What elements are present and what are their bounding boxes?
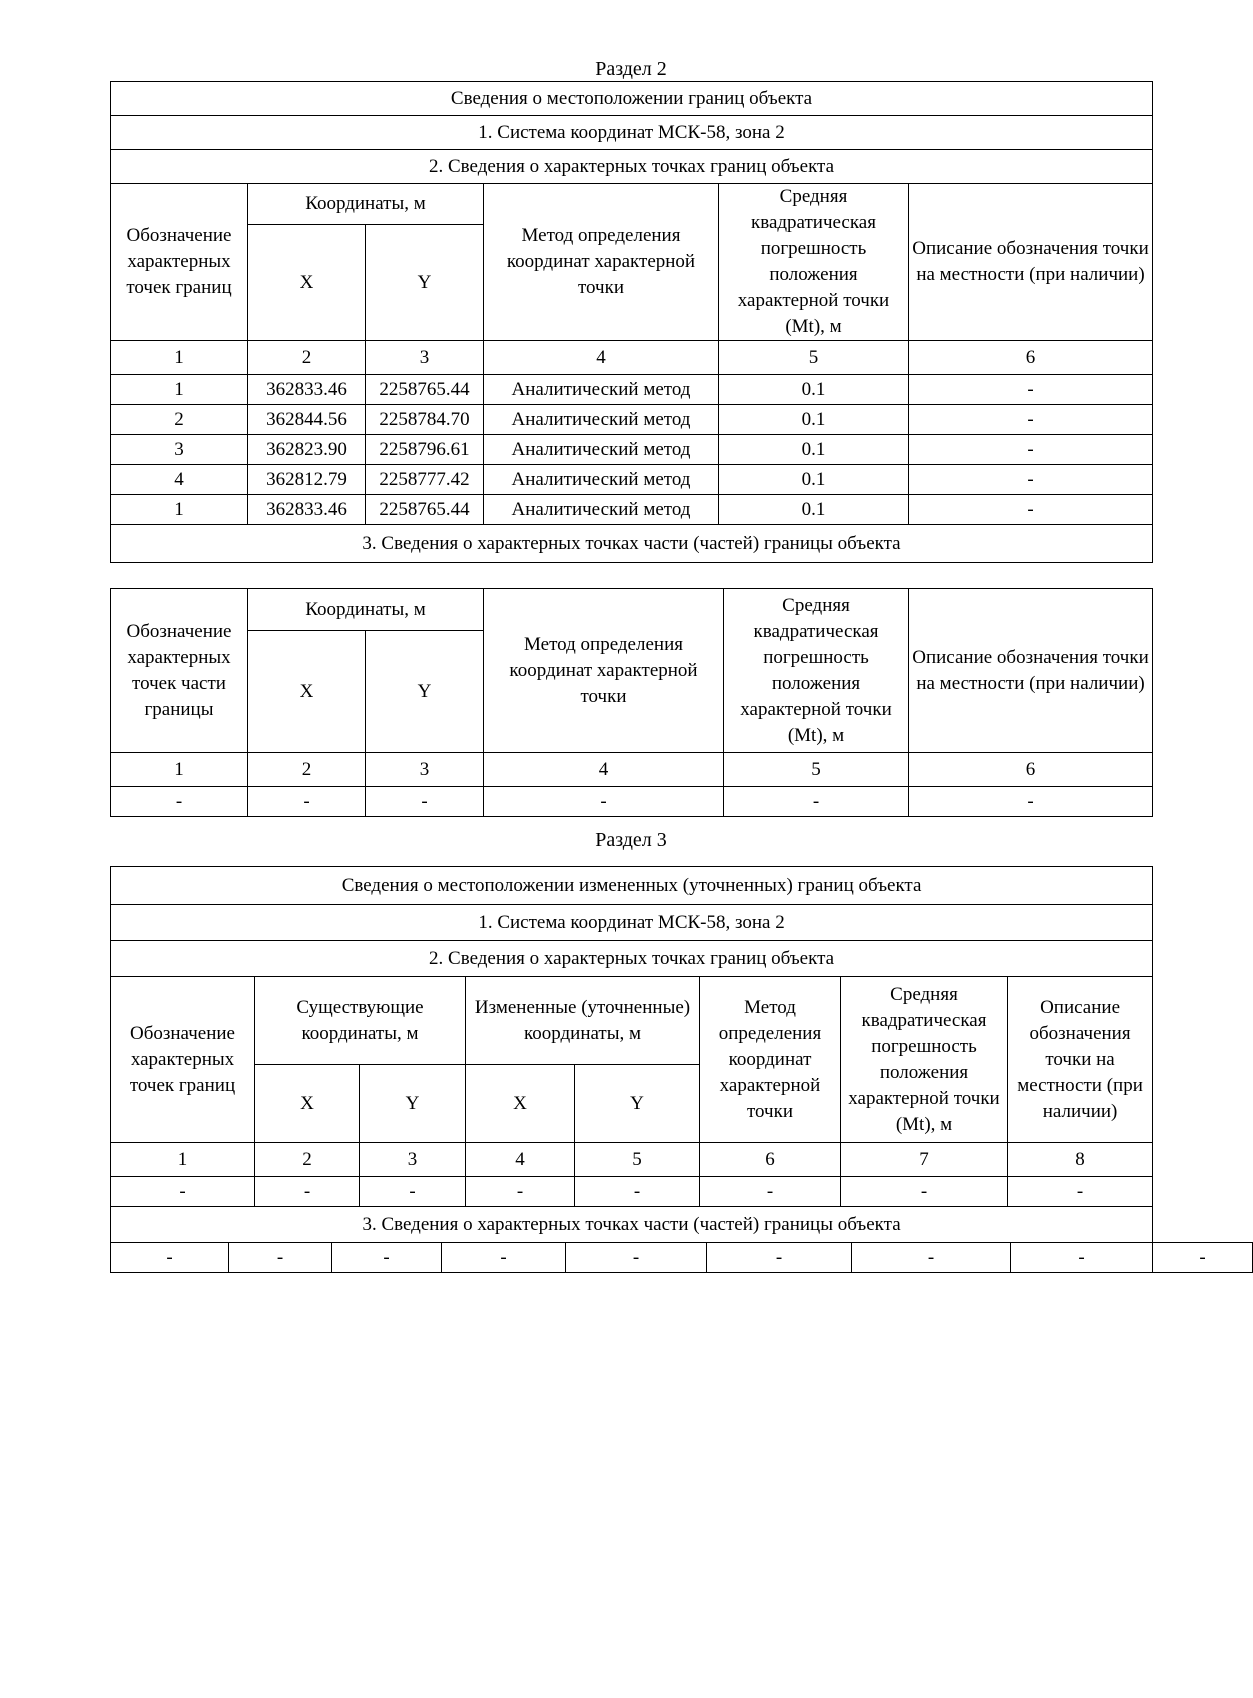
coord-system-row: 1. Система координат МСК-58, зона 2 [111, 116, 1153, 150]
cell-x: 362812.79 [248, 465, 366, 495]
cell-point: 2 [111, 405, 248, 435]
colnum: 2 [248, 341, 366, 375]
cell-error: 0.1 [719, 405, 909, 435]
colnum: 4 [484, 341, 719, 375]
header-error: Средняя квадратическая погрешность положения характерной точки (Mt), м [724, 589, 909, 753]
header-coords: Координаты, м [248, 184, 484, 225]
cell: - [909, 787, 1153, 817]
coord-system-row: 1. Система координат МСК-58, зона 2 [111, 905, 1153, 941]
colnum: 3 [366, 341, 484, 375]
section-2-table [110, 81, 1153, 563]
cell-method: Аналитический метод [484, 465, 719, 495]
header-coords: Координаты, м [248, 589, 484, 631]
section-2-title: Раздел 2 [595, 58, 667, 80]
cell-x: 362844.56 [248, 405, 366, 435]
table-row [111, 787, 1153, 817]
cell-y: 2258765.44 [366, 495, 484, 525]
cell-desc: - [909, 495, 1153, 525]
colnum: 8 [1008, 1143, 1153, 1177]
header-error: Средняя квадратическая погрешность положения характерной точки (Mt), м [841, 977, 1008, 1143]
section-3-parts-table [110, 1242, 1253, 1273]
header-x: X [248, 631, 366, 753]
header-point: Обозначение характерных точек границ [111, 184, 248, 341]
subsection-2-title: 2. Сведения о характерных точках границ объекта [111, 150, 1153, 184]
cell: - [841, 1177, 1008, 1207]
table-row [111, 435, 1153, 465]
cell-y: 2258777.42 [366, 465, 484, 495]
table-row [111, 405, 1153, 435]
header-method: Метод определения координат характерной точки [700, 977, 841, 1143]
header-desc: Описание обозначения точки на местности (при наличии) [909, 589, 1153, 753]
colnum: 5 [724, 753, 909, 787]
cell: - [724, 787, 909, 817]
cell-error: 0.1 [719, 435, 909, 465]
colnum: 5 [719, 341, 909, 375]
cell-desc: - [909, 435, 1153, 465]
header-existing-coords: Существующие координаты, м [255, 977, 466, 1065]
header-x: X [248, 225, 366, 341]
cell-point: 3 [111, 435, 248, 465]
cell: - [360, 1177, 466, 1207]
cell-desc: - [909, 405, 1153, 435]
header-y: Y [366, 631, 484, 753]
cell-point: 4 [111, 465, 248, 495]
section-2-parts-table [110, 588, 1153, 817]
colnum: 3 [360, 1143, 466, 1177]
column-number-row [111, 341, 1153, 375]
table-row [111, 495, 1153, 525]
cell: - [111, 1177, 255, 1207]
colnum: 1 [111, 1143, 255, 1177]
colnum: 6 [909, 341, 1153, 375]
header-x-existing: X [255, 1065, 360, 1143]
cell: - [700, 1177, 841, 1207]
cell: - [332, 1243, 442, 1273]
section-3-title: Раздел 3 [595, 829, 667, 851]
cell-method: Аналитический метод [484, 405, 719, 435]
cell-error: 0.1 [719, 495, 909, 525]
cell-y: 2258765.44 [366, 375, 484, 405]
table-row [111, 1243, 1253, 1273]
colnum: 2 [255, 1143, 360, 1177]
header-y-changed: Y [575, 1065, 700, 1143]
cell: - [1153, 1243, 1253, 1273]
header-method: Метод определения координат характерной точки [484, 184, 719, 341]
colnum: 6 [700, 1143, 841, 1177]
table-row [111, 375, 1153, 405]
table-row [111, 465, 1153, 495]
colnum: 1 [111, 753, 248, 787]
cell-point: 1 [111, 495, 248, 525]
subsection-3-title: 3. Сведения о характерных точках части (частей) границы объекта [111, 525, 1153, 563]
colnum: 5 [575, 1143, 700, 1177]
cell: - [566, 1243, 707, 1273]
colnum: 3 [366, 753, 484, 787]
header-point: Обозначение характерных точек границ [111, 977, 255, 1143]
cell-method: Аналитический метод [484, 375, 719, 405]
colnum: 2 [248, 753, 366, 787]
colnum: 4 [484, 753, 724, 787]
cell: - [1008, 1177, 1153, 1207]
header-y: Y [366, 225, 484, 341]
cell-y: 2258784.70 [366, 405, 484, 435]
cell-error: 0.1 [719, 465, 909, 495]
header-method: Метод определения координат характерной точки [484, 589, 724, 753]
header-changed-coords: Измененные (уточненные) координаты, м [466, 977, 700, 1065]
header-point: Обозначение характерных точек части границы [111, 589, 248, 753]
cell-desc: - [909, 465, 1153, 495]
cell-method: Аналитический метод [484, 435, 719, 465]
cell-error: 0.1 [719, 375, 909, 405]
colnum: 4 [466, 1143, 575, 1177]
header-desc: Описание обозначения точки на местности (при наличии) [909, 184, 1153, 341]
cell: - [1011, 1243, 1153, 1273]
cell: - [575, 1177, 700, 1207]
colnum: 7 [841, 1143, 1008, 1177]
colnum: 1 [111, 341, 248, 375]
cell: - [707, 1243, 852, 1273]
header-desc: Описание обозначения точки на местности (при наличии) [1008, 977, 1153, 1143]
table-row [111, 1177, 1153, 1207]
section-2-heading: Сведения о местоположении границ объекта [111, 82, 1153, 116]
section-3-table [110, 866, 1153, 1243]
section-3-heading: Сведения о местоположении измененных (уточненных) границ объекта [111, 867, 1153, 905]
cell: - [484, 787, 724, 817]
subsection-3-title: 3. Сведения о характерных точках части (частей) границы объекта [111, 1207, 1153, 1243]
column-number-row [111, 1143, 1153, 1177]
cell: - [466, 1177, 575, 1207]
cell: - [111, 1243, 229, 1273]
cell: - [255, 1177, 360, 1207]
cell-x: 362833.46 [248, 495, 366, 525]
cell: - [111, 787, 248, 817]
cell: - [442, 1243, 566, 1273]
cell: - [852, 1243, 1011, 1273]
cell-y: 2258796.61 [366, 435, 484, 465]
cell-x: 362833.46 [248, 375, 366, 405]
header-error: Средняя квадратическая погрешность положения характерной точки (Mt), м [719, 184, 909, 341]
cell: - [366, 787, 484, 817]
cell-point: 1 [111, 375, 248, 405]
header-x-changed: X [466, 1065, 575, 1143]
cell-x: 362823.90 [248, 435, 366, 465]
colnum: 6 [909, 753, 1153, 787]
column-number-row [111, 753, 1153, 787]
cell: - [229, 1243, 332, 1273]
header-y-existing: Y [360, 1065, 466, 1143]
subsection-2-title: 2. Сведения о характерных точках границ объекта [111, 941, 1153, 977]
cell-desc: - [909, 375, 1153, 405]
cell-method: Аналитический метод [484, 495, 719, 525]
cell: - [248, 787, 366, 817]
